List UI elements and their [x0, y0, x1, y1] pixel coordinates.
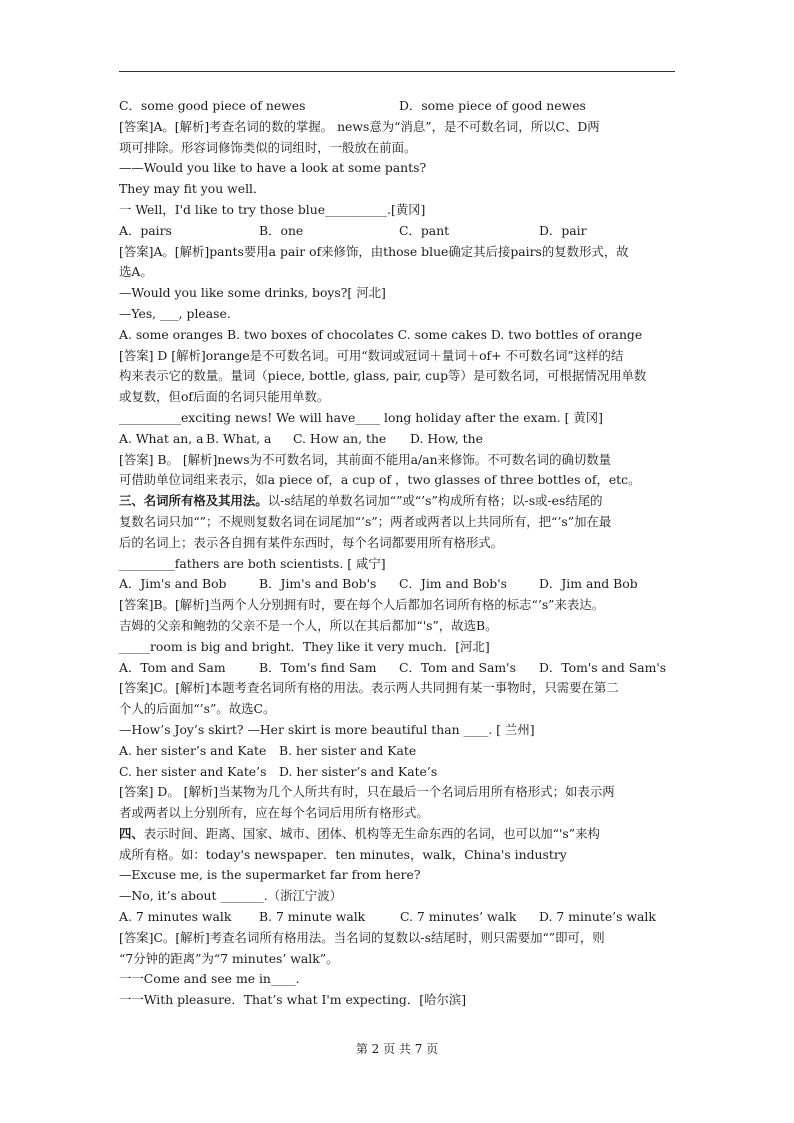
text-line: 选A。	[119, 264, 153, 280]
text-line: 或复数，但of后面的名词只能用单数。	[119, 389, 330, 405]
option-row	[119, 762, 679, 783]
option-text: D．Jim and Bob	[539, 576, 638, 592]
option-text: A．Tom and Sam	[119, 659, 226, 675]
text-line: [答案]A。[解析]考查名词的数的掌握。 news意为“消息”，是不可数名词，所以C、D两	[119, 118, 600, 134]
option-row	[119, 907, 679, 928]
text-line: ——Would you like to have a look at some pants?	[119, 160, 427, 176]
text-line: 一一Come and see me in____.	[119, 971, 300, 987]
text-line: _________fathers are both scientists. [ 咸宁]	[119, 555, 386, 571]
option-text: C．Jim and Bob's	[399, 576, 507, 592]
text-line: 个人的后面加“’s”。故选C。	[119, 701, 276, 717]
text-line: —Would you like some drinks, boys?[ 河北]	[119, 285, 386, 301]
option-row	[119, 221, 679, 242]
text-line: _____room is big and bright．They like it very much．[河北]	[119, 638, 490, 654]
text-line: A. some oranges B. two boxes of chocolates C. some cakes D. two bottles of orange	[119, 326, 643, 342]
option-text: B. 7 minute walk	[259, 909, 366, 925]
option-text: B．Jim's and Bob's	[259, 576, 377, 592]
header-rule	[119, 71, 675, 72]
text-line: 一 Well，I'd like to try those blue__________.[黄冈]	[119, 201, 426, 217]
option-row	[119, 429, 679, 450]
option-text: B．one	[259, 222, 304, 238]
text-line: 一一With pleasure．That’s what I'm expecting．[哈尔滨]	[119, 992, 467, 1008]
text-line: They may fit you well．	[119, 181, 266, 197]
text-line: 复数名词只加“”；不规则复数名词在词尾加“’s”；两者或两者以上共同所有，把“’s”加在最	[119, 513, 612, 529]
option-text: A. 7 minutes walk	[119, 909, 232, 925]
option-text: B．Tom's find Sam	[259, 659, 377, 675]
section-heading: 四、	[119, 825, 144, 841]
section-heading: 三、名词所有格及其用法。	[119, 493, 268, 509]
text-line: [答案]C。[解析]考查名词所有格用法。当名词的复数以-s结尾时，则只需要加“”即可，则	[119, 929, 605, 945]
text-line: 吉姆的父亲和鲍勃的父亲不是一个人，所以在其后都加“'s”，故选B。	[119, 617, 498, 633]
text-line	[119, 491, 679, 512]
text-line: 可借助单位词组来表示，如a piece of，a cup of ，two glasses of three bottles of，etc。	[119, 472, 641, 488]
option-text: D. 7 minute’s walk	[539, 909, 656, 925]
text-line	[119, 824, 679, 845]
option-text: D．some piece of good newes	[399, 98, 586, 113]
text-line: 后的名词上；表示各自拥有某件东西时，每个名词都要用所有格形式。	[119, 534, 504, 550]
text-line: —How’s Joy’s skirt? —Her skirt is more beautiful than ____. [ 兰州]	[119, 721, 535, 737]
option-row	[119, 96, 679, 117]
text-line: 项可排除。形容词修饰类似的词组时，一般放在前面。	[119, 139, 417, 155]
text-line: [答案]A。[解析]pants要用a pair of来修饰，由those blue确定其后接pairs的复数形式，故	[119, 243, 629, 259]
text-line: 构来表示它的数量。量词（piece, bottle, glass, pair, cup等）是可数名词，可根据情况用单数	[119, 368, 647, 384]
text-line: 者或两者以上分别所有，应在每个名词后用所有格形式。	[119, 805, 429, 821]
option-text: C．Tom and Sam's	[399, 659, 516, 675]
text-line: [答案]B。[解析]当两个人分别拥有时，要在每个人后都加名词所有格的标志“’s”来表达。	[119, 597, 605, 613]
page-footer: 第 2 页 共 7 页	[355, 1042, 439, 1056]
text-line: —No, it’s about _______.（浙江宁波）	[119, 888, 343, 904]
option-text: B. What, a	[206, 430, 272, 446]
option-text: A．pairs	[119, 222, 172, 238]
option-text: D. How, the	[410, 430, 483, 446]
text-line: —Yes, ___, please.	[119, 305, 231, 321]
text-line: [答案] D。 [解析]当某物为几个人所共有时，只在最后一个名词后用所有格形式；如表示两	[119, 784, 615, 800]
text-line: [答案] D [解析]orange是不可数名词。可用“数词或冠词＋量词＋of+ 不可数名词”这样的结	[119, 347, 624, 363]
text-line: “7分钟的距离”为“7 minutes’ walk”。	[119, 950, 339, 966]
option-row	[119, 658, 679, 679]
option-text: A. her sister’s and Kate	[119, 742, 267, 758]
option-row	[119, 574, 679, 595]
option-text: C. How an, the	[293, 430, 387, 446]
text-line: [答案]C。[解析]本题考查名词所有格的用法。表示两人共同拥有某一事物时，只需要在第二	[119, 680, 619, 696]
option-text: D. her sister’s and Kate’s	[279, 763, 438, 779]
option-text: D．pair	[539, 222, 587, 238]
option-text: C．some good piece of newes	[119, 98, 306, 113]
section-text: 以-s结尾的单数名词加“”或“’s”构成所有格；以-s或-es结尾的	[267, 493, 603, 509]
document-body	[119, 96, 679, 1011]
option-text: C．pant	[399, 222, 450, 238]
option-text: D．Tom's and Sam's	[539, 659, 667, 675]
option-text: C. her sister and Kate’s	[119, 763, 267, 779]
option-text: C. 7 minutes’ walk	[400, 909, 517, 925]
section-text: 表示时间、距离、国家、城市、团体、机构等无生命东西的名词，也可以加“'s”来构	[143, 825, 600, 841]
option-row	[119, 741, 679, 762]
text-line: [答案] B。 [解析]news为不可数名词，其前面不能用a/an来修饰。不可数名词的确切数量	[119, 451, 612, 467]
option-text: A．Jim's and Bob	[119, 576, 227, 592]
option-text: A. What an, a	[119, 430, 204, 446]
option-text: B. her sister and Kate	[279, 742, 417, 758]
text-line: —Excuse me, is the supermarket far from here?	[119, 867, 421, 883]
text-line: __________exciting news! We will have____ long holiday after the exam. [ 黄冈]	[119, 409, 604, 425]
text-line: 成所有格。如：today's newspaper．ten minutes，walk，China's industry	[119, 846, 567, 862]
